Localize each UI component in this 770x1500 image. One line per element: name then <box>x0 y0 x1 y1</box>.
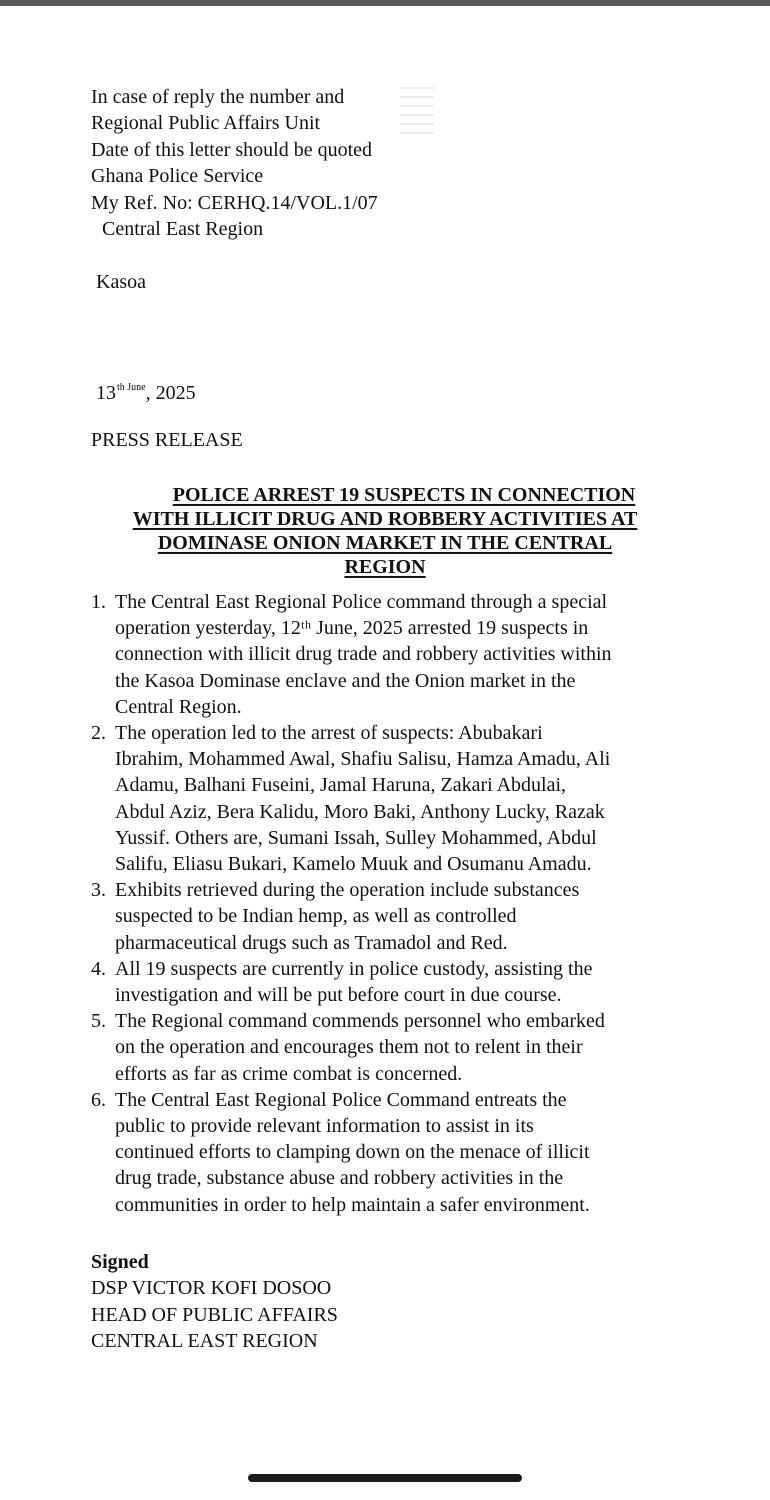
list-item-line: communities in order to help maintain a safer environment. <box>115 1193 590 1216</box>
press-release-title <box>90 483 680 579</box>
release-points-list <box>91 589 691 1218</box>
list-item-line: The Regional command commends personnel who embarked <box>115 1010 605 1033</box>
list-item-number: 6. <box>91 1088 106 1111</box>
list-item-line: investigation and will be put before court in due course. <box>115 984 562 1007</box>
header-line-region: Central East Region <box>102 217 264 240</box>
list-item-line: operation yesterday, 12ᵗʰ June, 2025 arrested 19 suspects in <box>115 617 589 640</box>
list-item-line: public to provide relevant information to assist in its <box>115 1115 534 1138</box>
list-item-number: 3. <box>91 879 106 902</box>
list-item-line: Salifu, Eliasu Bukari, Kamelo Muuk and Osumanu Amadu. <box>115 853 592 876</box>
list-item <box>91 956 691 1008</box>
header-line-ref: My Ref. No: CERHQ.14/VOL.1/07 <box>91 191 378 214</box>
signatory-position: HEAD OF PUBLIC AFFAIRS <box>91 1303 338 1326</box>
list-item-number: 4. <box>91 957 106 980</box>
list-item-line: Yussif. Others are, Sumani Issah, Sulley Mohammed, Abdul <box>115 826 597 849</box>
signature-block <box>91 1249 338 1355</box>
list-item-line: drug trade, substance abuse and robbery activities in the <box>115 1167 564 1190</box>
list-item-line: pharmaceutical drugs such as Tramadol and Red. <box>115 931 508 954</box>
list-item <box>91 1008 691 1087</box>
list-item <box>91 720 691 877</box>
title-line-3: DOMINASE ONION MARKET IN THE CENTRAL <box>157 532 613 554</box>
list-item-line: efforts as far as crime combat is concerned. <box>115 1062 463 1085</box>
date-rest: , 2025 <box>145 382 196 404</box>
list-item-number: 5. <box>91 1010 106 1033</box>
list-item <box>91 877 691 956</box>
list-item <box>91 589 691 720</box>
title-line-4: REGION <box>344 556 426 578</box>
header-line-quote: Date of this letter should be quoted <box>91 138 373 161</box>
header-line-reply: In case of reply the number and <box>91 86 345 108</box>
signed-label: Signed <box>91 1251 149 1273</box>
date-superscript: th June <box>117 382 146 393</box>
list-item-line: continued efforts to clamping down on the menace of illicit <box>115 1141 590 1164</box>
list-item-number: 1. <box>91 591 106 613</box>
home-indicator-bar[interactable] <box>248 1474 522 1482</box>
title-line-2: WITH ILLICIT DRUG AND ROBBERY ACTIVITIES AT <box>132 508 638 530</box>
press-release-label: PRESS RELEASE <box>91 429 243 451</box>
list-item-line: The Central East Regional Police Command entreats the <box>115 1088 567 1111</box>
letter-header <box>91 84 378 242</box>
list-item-line: suspected to be Indian hemp, as well as controlled <box>115 905 517 928</box>
list-item-line: the Kasoa Dominase enclave and the Onion market in the <box>115 669 576 692</box>
location-line: Kasoa <box>96 271 146 293</box>
list-item-line: The Central East Regional Police command through a special <box>115 591 608 613</box>
header-line-service: Ghana Police Service <box>91 165 264 188</box>
signatory-region: CENTRAL EAST REGION <box>91 1330 318 1353</box>
list-item-line: All 19 suspects are currently in police custody, assisting the <box>115 957 593 980</box>
faint-watermark-marks <box>400 80 434 140</box>
list-item <box>91 1087 691 1218</box>
list-item-line: Adamu, Balhani Fuseini, Jamal Haruna, Zakari Abdulai, <box>115 774 567 797</box>
list-item-line: Abdul Aziz, Bera Kalidu, Moro Baki, Anthony Lucky, Razak <box>115 800 605 823</box>
list-item-line: on the operation and encourages them not to relent in their <box>115 1036 583 1059</box>
list-item-line: The operation led to the arrest of suspects: Abubakari <box>115 722 543 745</box>
signatory-name: DSP VICTOR KOFI DOSOO <box>91 1277 332 1300</box>
list-item-line: Central Region. <box>115 695 242 718</box>
list-item-line: Ibrahim, Mohammed Awal, Shafiu Salisu, Hamza Amadu, Ali <box>115 748 611 771</box>
title-line-1: POLICE ARREST 19 SUSPECTS IN CONNECTION <box>172 484 636 506</box>
list-item-line: connection with illicit drug trade and robbery activities within <box>115 643 612 666</box>
list-item-number: 2. <box>91 722 106 745</box>
date-day: 13 <box>96 382 116 404</box>
list-item-line: Exhibits retrieved during the operation include substances <box>115 879 580 902</box>
letter-date <box>96 375 196 406</box>
header-line-unit: Regional Public Affairs Unit <box>91 112 321 135</box>
